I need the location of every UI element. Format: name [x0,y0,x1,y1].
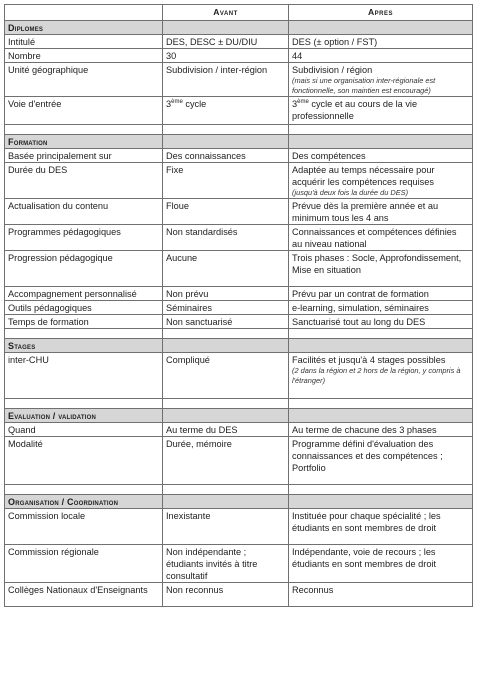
table-row [5,225,473,251]
avant-text: Floue [166,201,189,211]
apres-text: Connaissances et compétences définies au niveau national [292,227,457,249]
row-label-text: Nombre [8,51,41,61]
apres-cell [289,583,473,607]
row-label [5,315,163,329]
apres-text: cycle et au cours de la vie professionnelle [292,99,418,121]
apres-text: Programme défini d'évaluation des connaissances et des compétences ; [292,439,443,461]
table-row [5,163,473,199]
row-label [5,199,163,225]
row-label [5,149,163,163]
apres-text: Au terme de chacune des 3 phases [292,425,437,435]
table-row [5,545,473,583]
apres-cell [289,353,473,399]
apres-cell [289,49,473,63]
comparison-table [4,4,473,607]
row-label-text: Voie d'entrée [8,99,62,109]
apres-text: Indépendante, voie de recours ; les étudiants en sont membres de droit [292,547,437,569]
row-label [5,225,163,251]
table-row [5,583,473,607]
row-label-text: Durée du DES [8,165,68,175]
row-label-text: Unité géographique [8,65,89,75]
apres-cell [289,437,473,485]
spacer-cell [5,485,163,495]
avant-superscript: ème [171,98,183,105]
apres-text: Des compétences [292,151,366,161]
section-title-text: Stages [8,341,36,351]
section-title-text: Diplomes [8,23,44,33]
table-row [5,35,473,49]
apres-text: Subdivision / région [292,65,373,75]
apres-text: DES (± option / FST) [292,37,378,47]
apres-cell [289,509,473,545]
section-title [5,409,163,423]
section-blank-cell [289,135,473,149]
row-label-text: Modalité [8,439,43,449]
section-title-text: Formation [8,137,48,147]
avant-cell [163,509,289,545]
table-row [5,63,473,97]
avant-text: Fixe [166,165,184,175]
spacer-row [5,329,473,339]
apres-text-extra: Portfolio [292,463,326,473]
avant-text: Inexistante [166,511,211,521]
apres-cell [289,63,473,97]
section-blank-cell [163,135,289,149]
spacer-cell [163,329,289,339]
apres-text: Instituée pour chaque spécialité ; les étudiants en sont membres de droit [292,511,441,533]
avant-cell [163,149,289,163]
avant-text: Au terme du DES [166,425,238,435]
apres-text: 44 [292,51,303,61]
apres-text: Reconnus [292,585,334,595]
apres-note: (mais si une organisation inter-régionale est fonctionnelle, son maintien est encouragé) [292,76,436,95]
apres-cell [289,545,473,583]
spacer-cell [163,125,289,135]
avant-text: Non sanctuarisé [166,317,233,327]
avant-cell [163,35,289,49]
apres-text: Sanctuarisé tout au long du DES [292,317,426,327]
avant-cell [163,287,289,301]
spacer-cell [5,329,163,339]
avant-cell [163,97,289,125]
section-blank-cell [289,495,473,509]
section-title [5,339,163,353]
spacer-row [5,485,473,495]
spacer-cell [289,399,473,409]
section-blank-cell [163,339,289,353]
apres-text: Trois phases : Socle, Approfondissement, Mise en situation [292,253,462,275]
section-header-row [5,339,473,353]
avant-prefix: 3 [166,99,172,109]
table-row [5,353,473,399]
row-label-text: Progression pédagogique [8,253,113,263]
avant-cell [163,423,289,437]
apres-cell [289,199,473,225]
avant-text: Non indépendante ; étudiants invités à titre consultatif [166,547,258,581]
apres-cell [289,35,473,49]
row-label [5,35,163,49]
table-row [5,287,473,301]
spacer-cell [289,485,473,495]
row-label-text: Basée principalement sur [8,151,112,161]
header-row [5,5,473,21]
row-label [5,509,163,545]
table-row [5,49,473,63]
section-title [5,495,163,509]
apres-cell [289,163,473,199]
avant-cell [163,353,289,399]
row-label-text: Intitulé [8,37,36,47]
row-label [5,63,163,97]
row-label-text: Accompagnement personnalisé [8,289,137,299]
avant-cell [163,251,289,287]
avant-text: 30 [166,51,177,61]
row-label-text: Temps de formation [8,317,89,327]
apres-cell [289,149,473,163]
avant-text: Des connaissances [166,151,246,161]
apres-prefix: 3 [292,99,298,109]
section-blank-cell [163,409,289,423]
row-label [5,545,163,583]
row-label [5,251,163,287]
section-blank-cell [289,21,473,35]
section-header-row [5,21,473,35]
avant-text: DES, DESC ± DU/DIU [166,37,258,47]
apres-note: (2 dans la région et 2 hors de la région, y compris à l'étranger) [292,366,461,385]
row-label [5,301,163,315]
avant-text: cycle [182,99,207,109]
spacer-cell [163,485,289,495]
header-apres: Apres [289,5,473,21]
table-row [5,315,473,329]
row-label-text: Outils pédagogiques [8,303,92,313]
section-blank-cell [289,409,473,423]
row-label-text: Collèges Nationaux d'Enseignants [8,585,148,595]
avant-cell [163,301,289,315]
section-blank-cell [289,339,473,353]
header-label-cell [5,5,163,21]
avant-cell [163,199,289,225]
section-title [5,21,163,35]
spacer-cell [5,125,163,135]
apres-cell [289,423,473,437]
avant-cell [163,63,289,97]
avant-text: Durée, mémoire [166,439,232,449]
row-label [5,423,163,437]
row-label [5,353,163,399]
avant-cell [163,583,289,607]
apres-cell [289,301,473,315]
apres-text: Prévu par un contrat de formation [292,289,429,299]
spacer-row [5,399,473,409]
row-label [5,437,163,485]
spacer-cell [289,125,473,135]
apres-note: (jusqu'à deux fois la durée du DES) [292,188,409,197]
row-label-text: Quand [8,425,36,435]
row-label-text: Commission locale [8,511,86,521]
header-avant: Avant [163,5,289,21]
section-title-text: Evaluation / validation [8,411,96,421]
avant-cell [163,163,289,199]
row-label [5,97,163,125]
apres-text: Facilités et jusqu'à 4 stages possibles [292,355,446,365]
table-row [5,301,473,315]
section-title [5,135,163,149]
avant-cell [163,545,289,583]
row-label [5,583,163,607]
table-row [5,97,473,125]
section-blank-cell [163,495,289,509]
table-row [5,199,473,225]
apres-cell [289,251,473,287]
avant-text: Subdivision / inter-région [166,65,268,75]
table-row [5,437,473,485]
apres-text: e-learning, simulation, séminaires [292,303,429,313]
avant-cell [163,49,289,63]
apres-cell [289,97,473,125]
avant-text: Non standardisés [166,227,238,237]
row-label-text: Programmes pédagogiques [8,227,121,237]
table-row [5,149,473,163]
avant-cell [163,315,289,329]
row-label [5,287,163,301]
section-title-text: Organisation / Coordination [8,497,119,507]
section-blank-cell [163,21,289,35]
spacer-cell [163,399,289,409]
spacer-cell [5,399,163,409]
apres-cell [289,225,473,251]
avant-cell [163,225,289,251]
avant-text: Aucune [166,253,198,263]
table-row [5,251,473,287]
apres-text: Prévue dès la première année et au minimum tous les 4 ans [292,201,439,223]
spacer-row [5,125,473,135]
row-label-text: inter-CHU [8,355,49,365]
avant-text: Séminaires [166,303,212,313]
apres-cell [289,315,473,329]
table-row [5,509,473,545]
table-row [5,423,473,437]
apres-cell [289,287,473,301]
avant-text: Non prévu [166,289,209,299]
section-header-row [5,495,473,509]
apres-superscript: ème [297,98,309,105]
section-header-row [5,135,473,149]
apres-text: Adaptée au temps nécessaire pour acquérir les compétences requises [292,165,435,187]
avant-text: Non reconnus [166,585,224,595]
avant-text: Compliqué [166,355,210,365]
row-label-text: Actualisation du contenu [8,201,109,211]
section-header-row [5,409,473,423]
row-label [5,49,163,63]
row-label [5,163,163,199]
row-label-text: Commission régionale [8,547,99,557]
spacer-cell [289,329,473,339]
avant-cell [163,437,289,485]
